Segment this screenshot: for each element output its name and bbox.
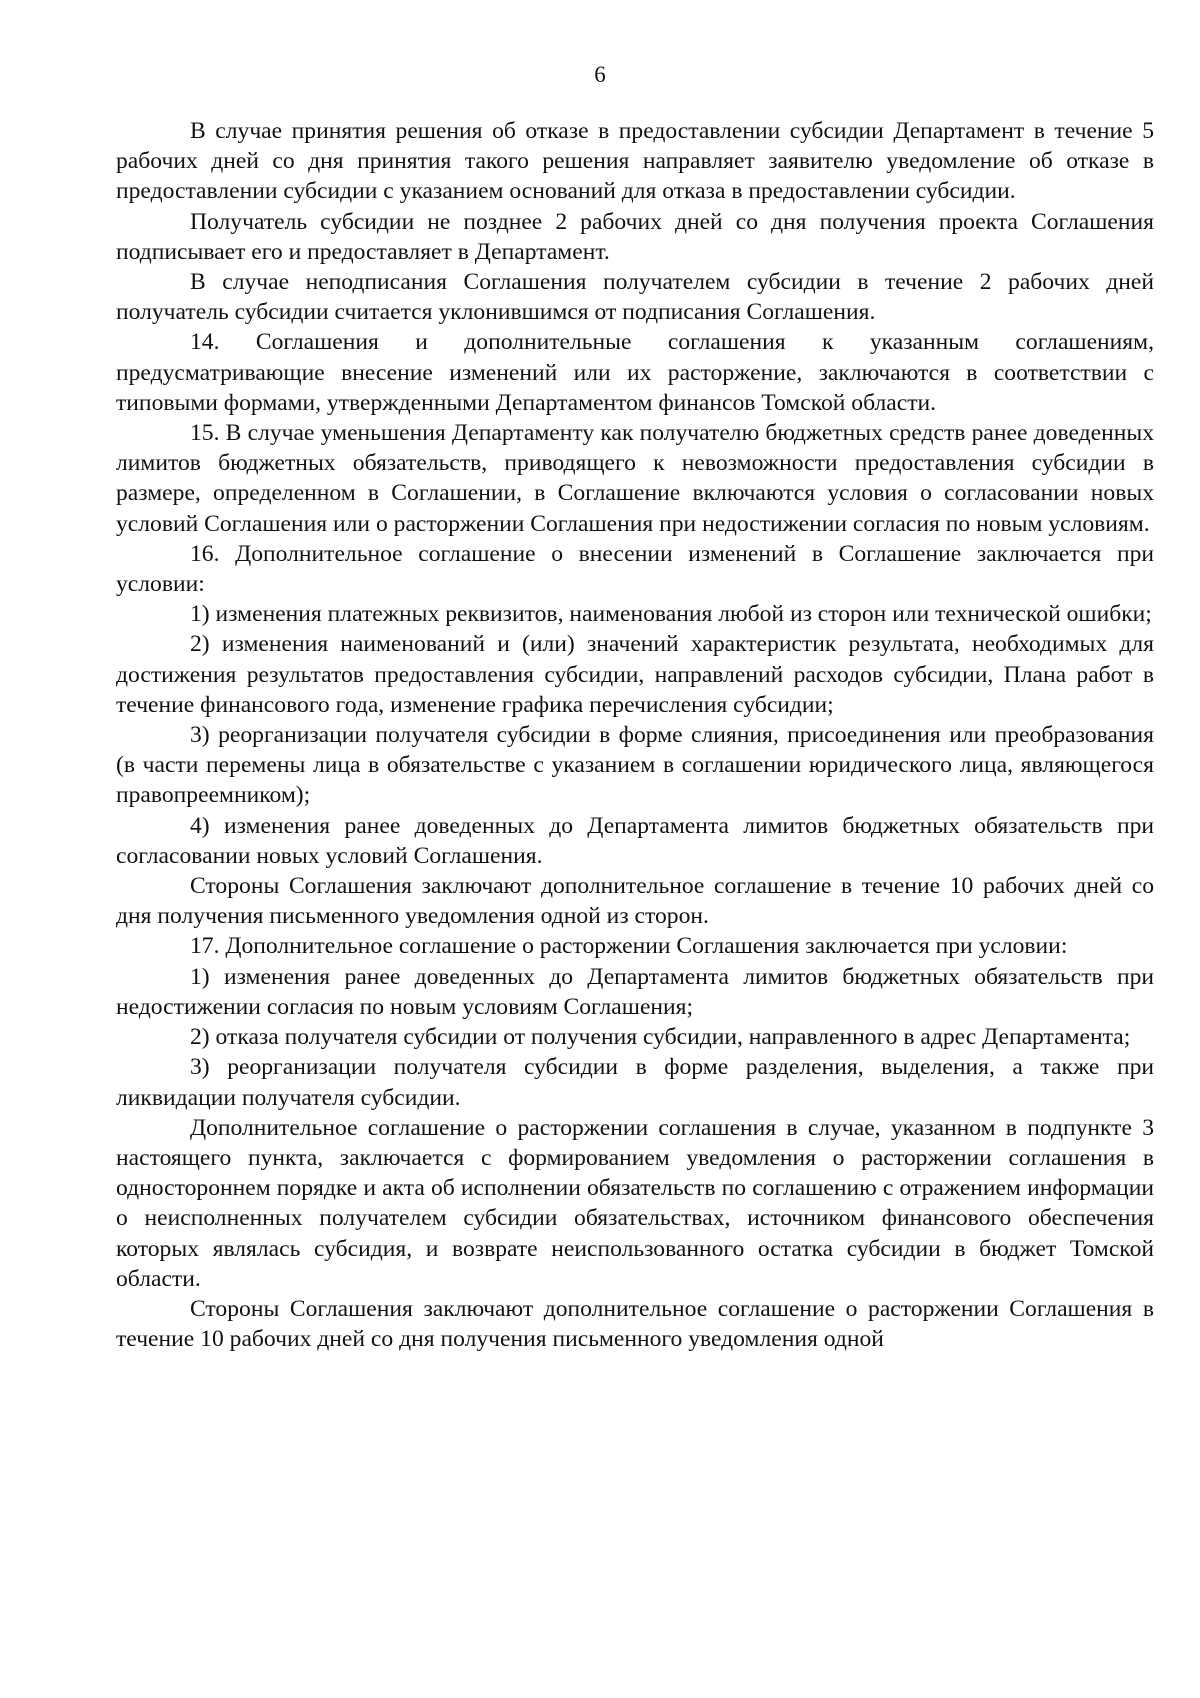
page-number: 6 xyxy=(594,62,606,87)
paragraph-clause-16: 16. Дополнительное соглашение о внесении изменений в Соглашение заключается при условии: xyxy=(116,540,1154,598)
list-item-16-3: 3) реорганизации получателя субсидии в форме слияния, присоединения или преобразования (в части перемены лица в обязательстве с указанием в соглашении юридического лица, являющегося правопреемником); xyxy=(116,722,1154,809)
list-item-17-2: 2) отказа получателя субсидии от получения субсидии, направленного в адрес Департамента; xyxy=(190,1024,1131,1051)
paragraph-termination-deadline: Стороны Соглашения заключают дополнительное соглашение о расторжении Соглашения в течение 10 рабочих дней со дня получения письменного уведомления одной xyxy=(116,1295,1154,1353)
paragraph-refusal-notice: В случае принятия решения об отказе в предоставлении субсидии Департамент в течение 5 рабочих дней со дня принятия такого решения направляет заявителю уведомление об отказе в предоставлении субсидии с указанием оснований для отказа в предоставлении субсидии. xyxy=(116,118,1154,205)
paragraph-amendment-deadline: Стороны Соглашения заключают дополнительное соглашение в течение 10 рабочих дней со дня получения письменного уведомления одной из сторон. xyxy=(116,873,1154,930)
paragraph-clause-17: 17. Дополнительное соглашение о расторжении Соглашения заключается при условии: xyxy=(190,933,1068,960)
paragraph-signing-deadline: Получатель субсидии не позднее 2 рабочих дней со дня получения проекта Соглашения подписывает его и предоставляет в Департамент. xyxy=(116,208,1154,265)
paragraph-clause-14: 14. Соглашения и дополнительные соглашения к указанным соглашениям, предусматривающие внесение изменений или их расторжение, заключаются в соответствии с типовыми формами, утвержденными Департаментом финансов Томской области. xyxy=(116,329,1154,416)
list-item-17-3: 3) реорганизации получателя субсидии в форме разделения, выделения, а также при ликвидации получателя субсидии. xyxy=(116,1054,1154,1111)
list-item-17-1: 1) изменения ранее доведенных до Департамента лимитов бюджетных обязательств при недостижении согласия по новым условиям Соглашения; xyxy=(116,963,1154,1020)
list-item-16-1: 1) изменения платежных реквизитов, наименования любой из сторон или технической ошибки; xyxy=(190,601,1152,628)
list-item-16-2: 2) изменения наименований и (или) значений характеристик результата, необходимых для достижения результатов предоставления субсидии, направлений расходов субсидии, Плана работ в течение финансового года, изменение графика перечисления субсидии; xyxy=(116,631,1154,718)
paragraph-clause-15: 15. В случае уменьшения Департаменту как получателю бюджетных средств ранее доведенных лимитов бюджетных обязательств, приводящего к невозможности предоставления субсидии в размере, определенном в Соглашении, в Соглашение включаются условия о согласовании новых условий Соглашения или о расторжении Соглашения при недостижении согласия по новым условиям. xyxy=(116,420,1154,537)
paragraph-non-signing: В случае неподписания Соглашения получателем субсидии в течение 2 рабочих дней получатель субсидии считается уклонившимся от подписания Соглашения. xyxy=(116,269,1154,326)
list-item-16-4: 4) изменения ранее доведенных до Департамента лимитов бюджетных обязательств при согласовании новых условий Соглашения. xyxy=(116,812,1154,869)
document-body xyxy=(116,116,1154,1354)
paragraph-termination-procedure: Дополнительное соглашение о расторжении соглашения в случае, указанном в подпункте 3 настоящего пункта, заключается с формированием уведомления о расторжении соглашения в одностороннем порядке и акта об исполнении обязательств по соглашению с отражением информации о неисполненных получателем субсидии обязательствах, источником финансового обеспечения которых являлась субсидия, и возврате неиспользованного остатка субсидии в бюджет Томской области. xyxy=(116,1114,1154,1292)
